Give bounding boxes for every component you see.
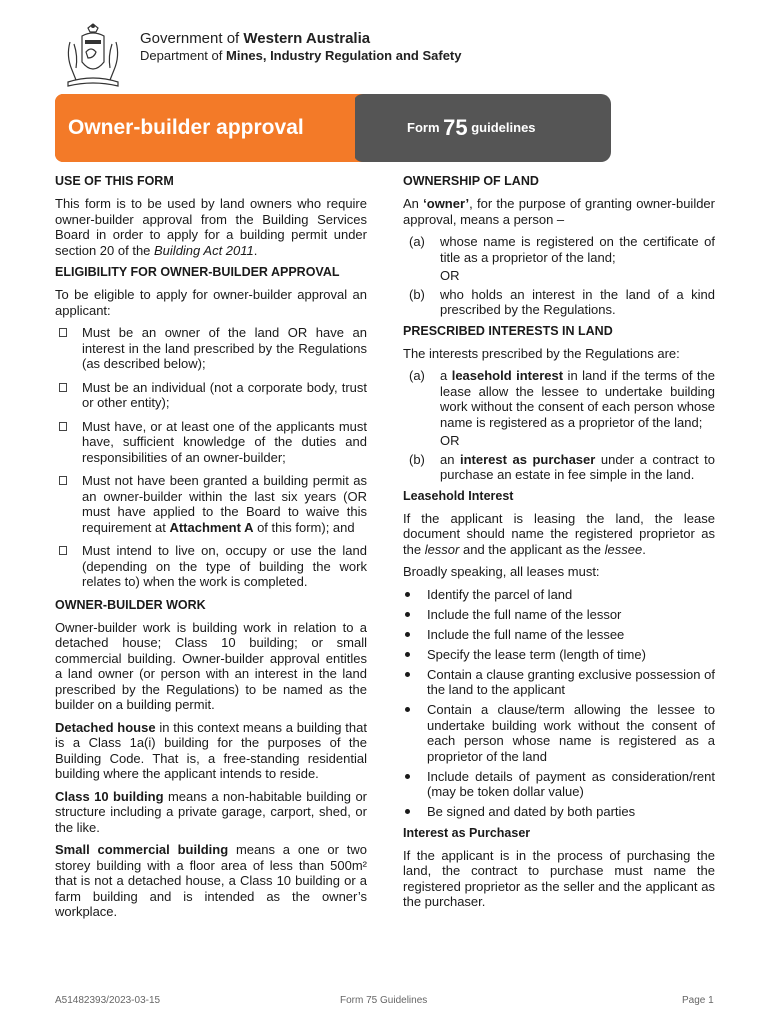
broadly-speaking-text: Broadly speaking, all leases must: [403,564,600,579]
leasehold-heading: Leasehold Interest [403,488,514,503]
purchaser-text: If the applicant is in the process of purchasing the land, the contract to purchase must name the registered proprietor as the seller and the applicant as the purchaser. [403,847,715,909]
bullet-icon [405,612,410,617]
lease-requirements-list [403,587,715,820]
owner-builder-work-heading: OWNER-BUILDER WORK [55,597,206,612]
prescribed-interests-list [403,368,715,483]
list-item: Include details of payment as consideration/rent (may be token dollar value) [403,769,715,800]
bullet-icon [405,809,410,814]
use-of-form-text: This form is to be used by land owners who require owner-builder approval from the Building Services Board in order to apply for a building permit under section 20 of the Building Act 2011. [55,196,367,258]
list-item: Contain a clause granting exclusive possession of the land to the applicant [403,667,715,698]
footer-page-number: Page 1 [682,995,714,1006]
list-item: Specify the lease term (length of time) [403,647,715,663]
bullet-icon [405,707,410,712]
bullet-icon [405,774,410,779]
left-column [55,174,367,927]
list-item: (a) a leasehold interest in land if the terms of the lease allow the lessee to undertake building work without the consent of each person whose name is registered as a proprietor of the land; [409,368,716,430]
leasehold-text: If the applicant is leasing the land, the lease document should name the registered proprietor as the lessor and the applicant as the lessee. [403,510,715,557]
owner-builder-work-text: Owner-builder work is building work in relation to a detached house; Class 10 building; or small commercial building. Owner-builder approval entitles a land owner (or person with an interest in the land prescribed by the Regulations) to be named as the builder on a building permit. [55,619,367,712]
title-banner [55,94,611,162]
form-number-label: Form 75 guidelines [407,115,536,140]
list-item: Must have, or at least one of the applicants must have, sufficient knowledge of the duties and responsibilities of an owner-builder; [55,419,367,466]
list-item: Must not have been granted a building permit as an owner-builder within the last six years (OR must have applied to the Board to waive this requirement at Attachment A of this form); and [55,473,367,535]
page-title: Owner-builder approval [68,116,304,139]
list-item: Must intend to live on, occupy or use the land (depending on the type of building the work relates to) when the work is completed. [55,543,367,590]
footer-doc-id: A51482393/2023-03-15 [55,995,161,1006]
or-separator: OR [440,433,460,448]
government-name: Government of Western Australia [140,30,371,47]
use-of-form-heading: USE OF THIS FORM [55,174,174,188]
list-item: (b) who holds an interest in the land of a kind prescribed by the Regulations. [409,286,715,317]
checkbox-icon [59,422,67,431]
wa-coat-of-arms-logo [58,22,128,92]
purchaser-heading: Interest as Purchaser [403,825,531,840]
bullet-icon [405,672,410,677]
list-item: (a) whose name is registered on the certificate of title as a proprietor of the land; [409,234,715,265]
ownership-heading: OWNERSHIP OF LAND [403,174,539,188]
list-item: Must be an owner of the land OR have an interest in the land prescribed by the Regulations (as described below); [55,325,367,372]
footer-doc-title: Form 75 Guidelines [340,995,428,1006]
list-item: Include the full name of the lessee [403,627,715,643]
prescribed-intro: The interests prescribed by the Regulations are: [403,345,680,361]
or-separator: OR [440,268,460,283]
right-column [403,174,715,917]
eligibility-heading: ELIGIBILITY FOR OWNER-BUILDER APPROVAL [55,265,340,279]
list-item: Identify the parcel of land [403,587,715,603]
checkbox-icon [59,383,67,392]
eligibility-intro: To be eligible to apply for owner-builder approval an applicant: [55,287,367,318]
eligibility-list [55,325,367,590]
owner-criteria-list [403,234,715,318]
checkbox-icon [59,328,67,337]
bullet-icon [405,652,410,657]
checkbox-icon [59,546,67,555]
government-header [140,30,461,64]
bullet-icon [405,632,410,637]
list-item: Contain a clause/term allowing the lessee to undertake building work without the consent of each person whose name is registered as a proprietor of the land [403,702,715,764]
department-name: Department of Mines, Industry Regulation and Safety [140,48,462,63]
list-item: Must be an individual (not a corporate body, trust or other entity); [55,380,367,411]
small-commercial-definition: Small commercial building means a one or two storey building with a floor area of less than 500m² that is not a detached house, a Class 10 building or a farm building and is intended as the owner’s workplace. [55,842,367,919]
bullet-icon [405,592,410,597]
list-item: (b) an interest as purchaser under a contract to purchase an estate in fee simple in the land. [409,451,716,482]
list-item: Include the full name of the lessor [403,607,715,623]
owner-definition: An ‘owner’, for the purpose of granting owner-builder approval, means a person – [403,196,715,227]
list-item: Be signed and dated by both parties [403,804,715,820]
class10-definition: Class 10 building means a non-habitable building or structure including a private garage, carport, shed, or the like. [55,788,368,835]
prescribed-interests-heading: PRESCRIBED INTERESTS IN LAND [403,323,613,338]
checkbox-icon [59,476,67,485]
detached-house-definition: Detached house in this context means a building that is a Class 1a(i) building for the purposes of the Building Code. That is, a free-standing residential building where the applicant intends to reside. [55,719,367,781]
